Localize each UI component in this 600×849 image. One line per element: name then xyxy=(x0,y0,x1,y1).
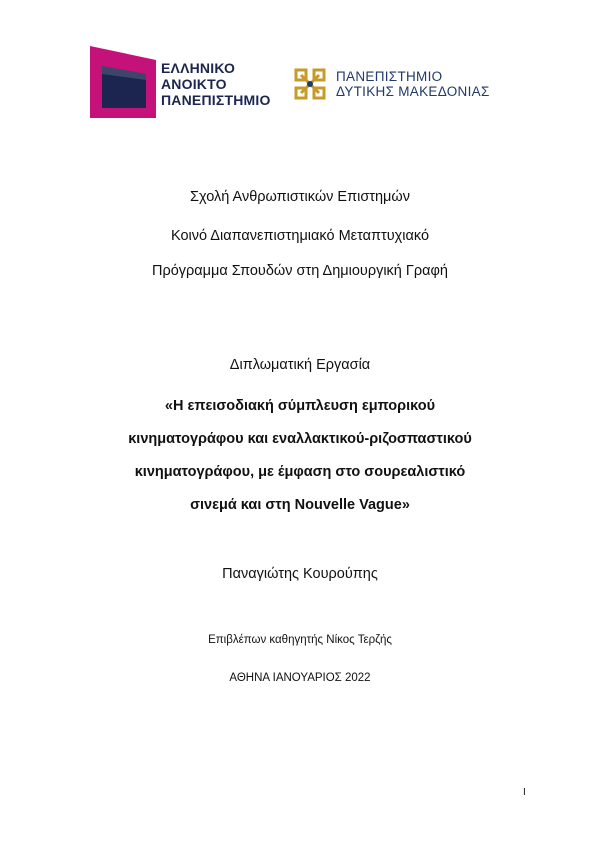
thesis-title-line: σινεμά και στη Nouvelle Vague» xyxy=(190,497,410,513)
author-name: Παναγιώτης Κουρούπης xyxy=(222,566,378,582)
hou-logo-mark-icon xyxy=(90,46,156,118)
hou-logo-line: ΑΝΟΙΚΤΟ xyxy=(161,76,227,92)
uowm-logo-text xyxy=(336,69,490,99)
supervisor: Επιβλέπων καθηγητής Νίκος Τερζής xyxy=(208,634,392,646)
joint-program: Κοινό Διαπανεπιστημιακό Μεταπτυχιακό xyxy=(170,228,430,244)
uowm-logo xyxy=(292,66,522,106)
uowm-logo-mark-icon xyxy=(292,66,328,102)
program-name: Πρόγραμμα Σπουδών στη Δημιουργική Γραφή xyxy=(152,263,448,279)
thesis-title-line: «Η επεισοδιακή σύμπλευση εμπορικού xyxy=(164,398,436,414)
school-name: Σχολή Ανθρωπιστικών Επιστημών xyxy=(190,189,410,205)
hou-logo xyxy=(90,46,290,118)
thesis-title-line: κινηματογράφου, με έμφαση στο σουρεαλιστικό xyxy=(134,464,466,480)
hou-logo-line: ΕΛΛΗΝΙΚΟ xyxy=(161,60,236,76)
page-number: I xyxy=(523,787,526,798)
uowm-logo-line: ΔΥΤΙΚΗΣ ΜΑΚΕΔΟΝΙΑΣ xyxy=(336,84,490,99)
place-date: ΑΘΗΝΑ ΙΑΝΟΥΑΡΙΟΣ 2022 xyxy=(229,672,371,684)
thesis-title-line: κινηματογράφου και εναλλακτικού-ριζοσπαστικού xyxy=(128,431,472,447)
hou-logo-line: ΠΑΝΕΠΙΣΤΗΜΙΟ xyxy=(161,92,271,108)
thesis-type: Διπλωματική Εργασία xyxy=(229,357,371,373)
uowm-logo-line: ΠΑΝΕΠΙΣΤΗΜΙΟ xyxy=(336,69,443,84)
hou-logo-text xyxy=(161,60,271,108)
